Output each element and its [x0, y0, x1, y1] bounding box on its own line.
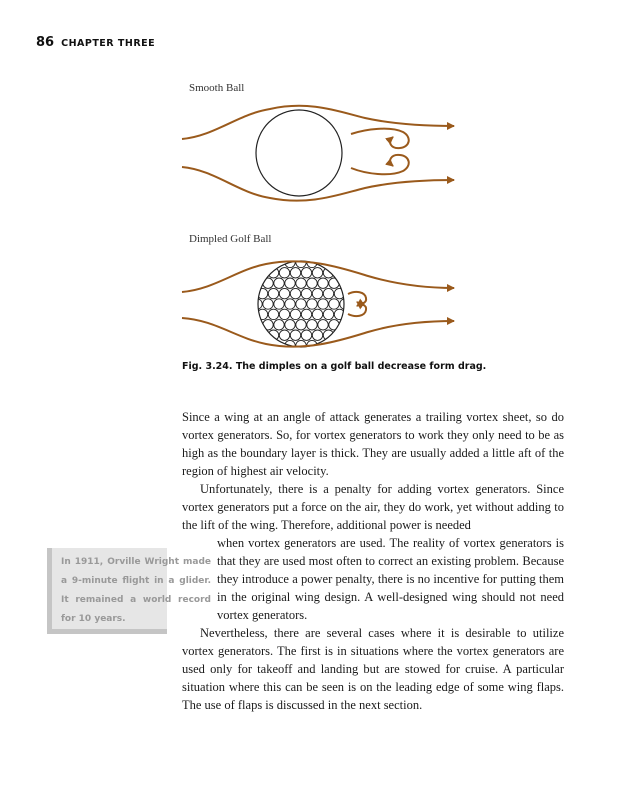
page-number: 86 [36, 35, 55, 50]
sidebar-note [47, 548, 211, 634]
body-text [182, 408, 564, 714]
sidebar-note-text: In 1911, Orville Wright made a 9-minute flight in a glider. It remained a world record for 10 years. [61, 557, 211, 624]
smooth-ball-label: Smooth Ball [189, 82, 245, 94]
lower-small-vortex [348, 305, 366, 316]
dimpled-ball-label: Dimpled Golf Ball [189, 233, 272, 245]
smooth-ball-diagram [170, 96, 470, 221]
paragraph: when vortex generators are used. The reality of vortex generators is that they are used most often to correct an existing problem. Because they introduce a power penalty, there is no incentive for putting them in the original wing design. A well-designed wing should not need vortex generators. [217, 536, 564, 622]
upper-small-vortex [348, 292, 366, 303]
figure-caption: Fig. 3.24. The dimples on a golf ball decrease form drag. [182, 361, 487, 372]
paragraph: Unfortunately, there is a penalty for adding vortex generators. Since vortex generators put a force on the air, they do work, yet without adding to the lift of the wing. Therefore, additional power is needed [182, 482, 564, 532]
lower-vortex [351, 155, 409, 174]
dimpled-ball-diagram [170, 248, 470, 358]
upper-vortex [351, 129, 409, 148]
smooth-ball [256, 110, 342, 196]
paragraph: Since a wing at an angle of attack generates a trailing vortex sheet, so do vortex generators. So, for vortex generators to work they only need to be as high as the boundary layer is thick. They are usually added a little aft of the region of highest air velocity. [182, 410, 564, 478]
running-header [36, 31, 155, 50]
chapter-title: CHAPTER THREE [61, 38, 156, 49]
paragraph: Nevertheless, there are several cases where it is desirable to utilize vortex generators. The first is in situations where the vortex generators are used only for takeoff and landing but are stowed for cruise. A particular situation where this can be seen is on the leading edge of some wing flaps. The use of flaps is discussed in the next section. [182, 626, 564, 712]
